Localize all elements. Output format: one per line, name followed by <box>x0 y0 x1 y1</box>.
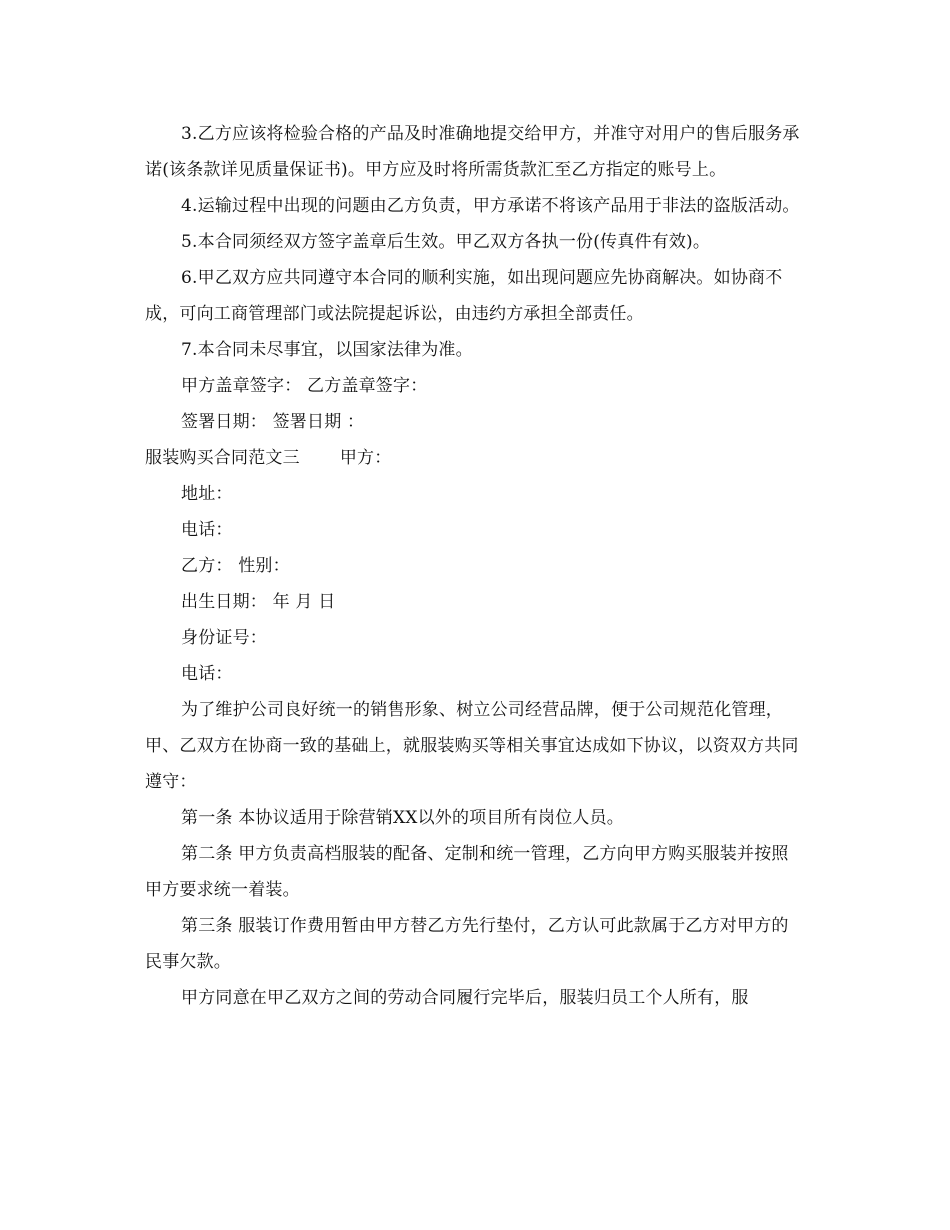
field-id-number: 身份证号： <box>181 628 267 648</box>
clause-5: 5.本合同须经双方签字盖章后生效。甲乙双方各执一份(传真件有效)。 <box>181 232 711 252</box>
section-heading-line <box>145 440 805 476</box>
clause-3: 3.乙方应该将检验合格的产品及时准确地提交给甲方，并准守对用户的售后服务承诺(该条款详见质量保证书)。甲方应及时将所需货款汇至乙方指定的账号上。 <box>145 124 800 180</box>
article-3-continued: 甲方同意在甲乙双方之间的劳动合同履行完毕后，服装归员工个人所有，服 <box>181 988 749 1008</box>
field-address: 地址： <box>181 484 233 504</box>
field-birth-date: 出生日期： 年 月 日 <box>181 592 336 612</box>
field-phone-a: 电话： <box>181 520 233 540</box>
preamble: 为了维护公司良好统一的销售形象、树立公司经营品牌，便于公司规范化管理，甲、乙双方在协商一致的基础上，就服装购买等相关事宜达成如下协议，以资双方共同遵守： <box>145 700 799 792</box>
clause-6: 6.甲乙双方应共同遵守本合同的顺利实施，如出现问题应先协商解决。如协商不成，可向工商管理部门或法院提起诉讼，由违约方承担全部责任。 <box>145 268 783 324</box>
field-phone-b: 电话： <box>181 664 233 684</box>
field-party-b-gender: 乙方： 性别： <box>181 556 290 576</box>
article-3: 第三条 服装订作费用暂由甲方替乙方先行垫付，乙方认可此款属于乙方对甲方的民事欠款。 <box>145 916 789 972</box>
article-2: 第二条 甲方负责高档服装的配备、定制和统一管理，乙方向甲方购买服装并按照甲方要求统一着装。 <box>145 844 789 900</box>
article-1: 第一条 本协议适用于除营销XX以外的项目所有岗位人员。 <box>181 808 625 828</box>
section-heading: 服装购买合同范文三 <box>145 448 300 468</box>
document-body <box>145 116 805 1016</box>
clause-7: 7.本合同未尽事宜，以国家法律为准。 <box>181 340 473 360</box>
party-a-label: 甲方： <box>339 448 392 468</box>
sign-date-line: 签署日期： 签署日期 ： <box>181 412 365 432</box>
signature-line: 甲方盖章签字： 乙方盖章签字： <box>181 376 428 396</box>
clause-4: 4.运输过程中出现的问题由乙方负责，甲方承诺不将该产品用于非法的盗版活动。 <box>181 196 800 216</box>
